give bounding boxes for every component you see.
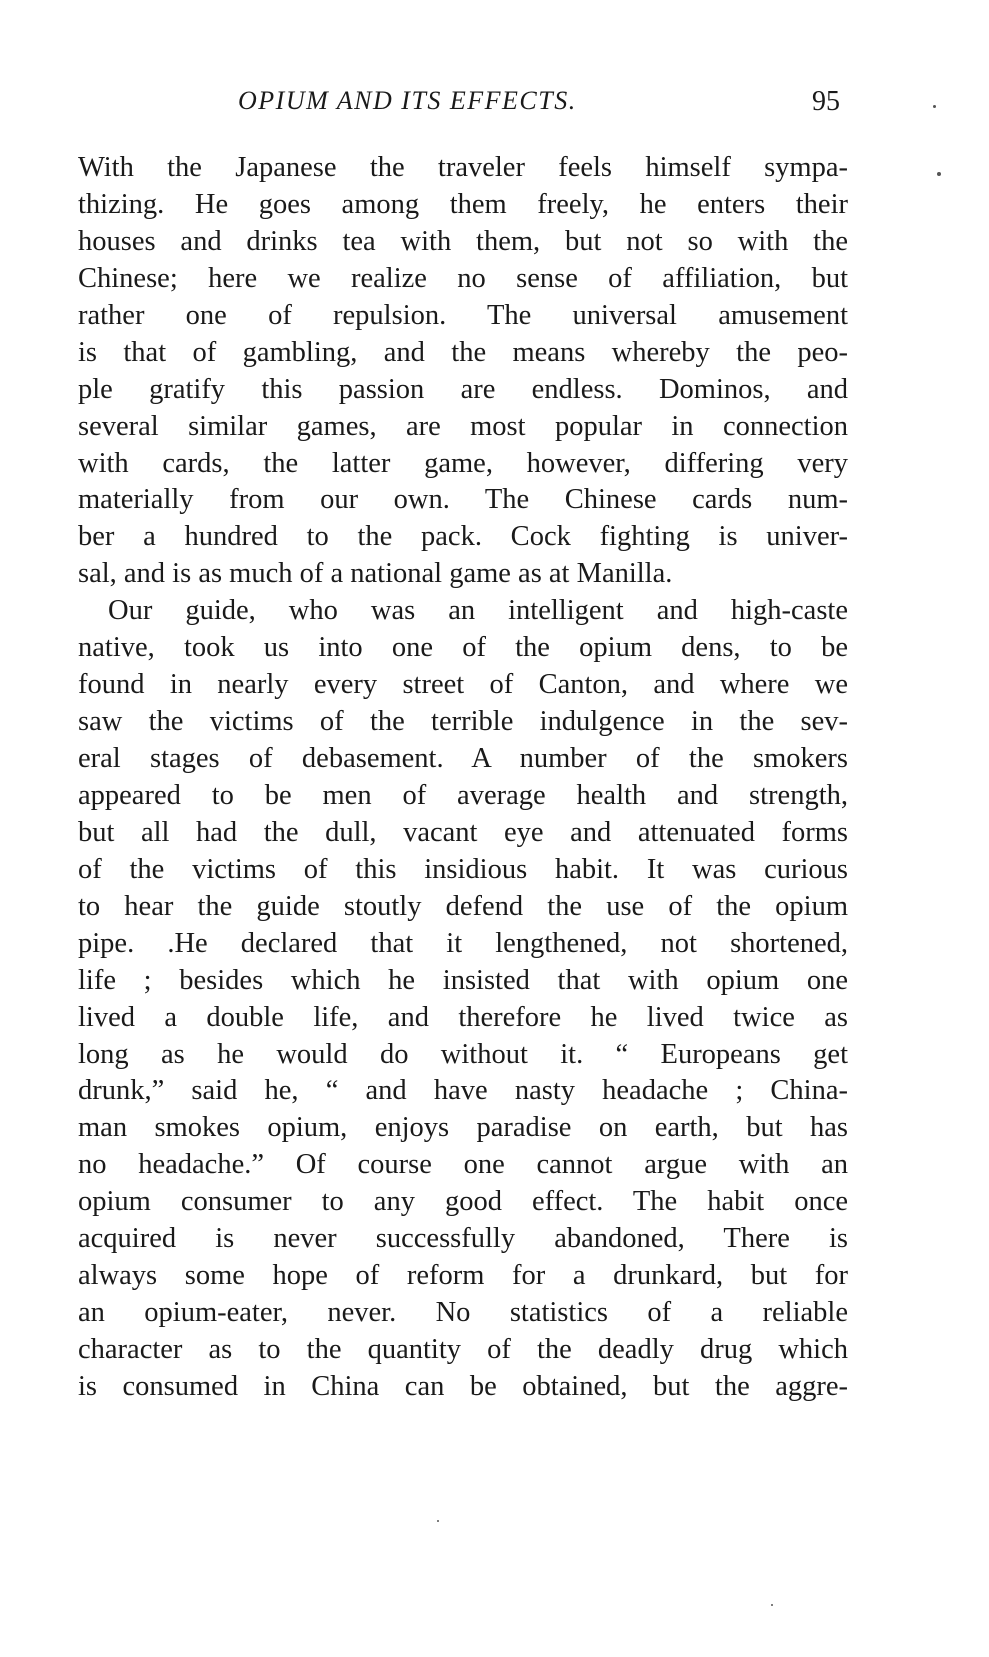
text-line: man smokes opium, enjoys paradise on earth, but has [78,1112,848,1144]
text-line: native, took us into one of the opium dens, to be [78,632,848,664]
text-line: is consumed in China can be obtained, but the aggre- [78,1370,848,1402]
text-line: to hear the guide stoutly defend the use of the opium [78,890,848,922]
text-line: saw the victims of the terrible indulgence in the sev- [78,706,848,738]
text-line: Our guide, who was an intelligent and high-caste [108,595,848,627]
text-line: sal, and is as much of a national game as at Manilla. [78,558,673,590]
paragraph-1 [78,150,848,593]
text-line: ple gratify this passion are endless. Dominos, and [78,373,848,405]
text-line: houses and drinks tea with them, but not so with the [78,225,848,257]
text-line: pipe. .He declared that it lengthened, not shortened, [78,927,848,959]
scan-speck [437,1520,439,1522]
text-line: found in nearly every street of Canton, and where we [78,669,848,701]
body-text [78,150,848,1406]
text-line: character as to the quantity of the deadly drug which [78,1334,848,1365]
text-line: ber a hundred to the pack. Cock fighting is univer- [78,521,848,553]
text-line: lived a double life, and therefore he lived twice as [78,1001,848,1033]
text-line: With the Japanese the traveler feels himself sympa- [78,152,848,183]
text-line: but all had the dull, vacant eye and attenuated forms [78,816,848,848]
scan-speck [937,172,941,176]
text-line: life ; besides which he insisted that with opium one [78,964,848,996]
text-line: drunk,” said he, “ and have nasty headache ; China- [78,1075,848,1107]
scan-speck [771,1604,773,1606]
text-line: eral stages of debasement. A number of the smokers [78,743,848,774]
text-line: rather one of repulsion. The universal amusement [78,299,848,331]
paragraph-2 [78,593,848,1406]
text-line: long as he would do without it. “ Europeans get [78,1038,848,1070]
page-number: 95 [812,86,840,117]
scan-speck [933,105,936,108]
text-line: acquired is never successfully abandoned, There is [78,1223,848,1255]
text-line: of the victims of this insidious habit. It was curious [78,853,848,885]
text-line: appeared to be men of average health and strength, [78,779,848,811]
text-line: no headache.” Of course one cannot argue with an [78,1149,848,1181]
text-line: Chinese; here we realize no sense of affiliation, but [78,262,848,294]
text-line: several similar games, are most popular in connection [78,410,848,442]
text-line: opium consumer to any good effect. The habit once [78,1186,848,1218]
text-line: always some hope of reform for a drunkard, but for [78,1260,848,1292]
running-title: OPIUM AND ITS EFFECTS. [238,86,577,115]
text-line: thizing. He goes among them freely, he enters their [78,188,848,220]
running-head [78,86,848,126]
text-line: materially from our own. The Chinese cards num- [78,484,848,516]
text-line: with cards, the latter game, however, differing very [78,447,848,479]
text-line: an opium-eater, never. No statistics of a reliable [78,1297,848,1329]
text-line: is that of gambling, and the means whereby the peo- [78,336,848,368]
